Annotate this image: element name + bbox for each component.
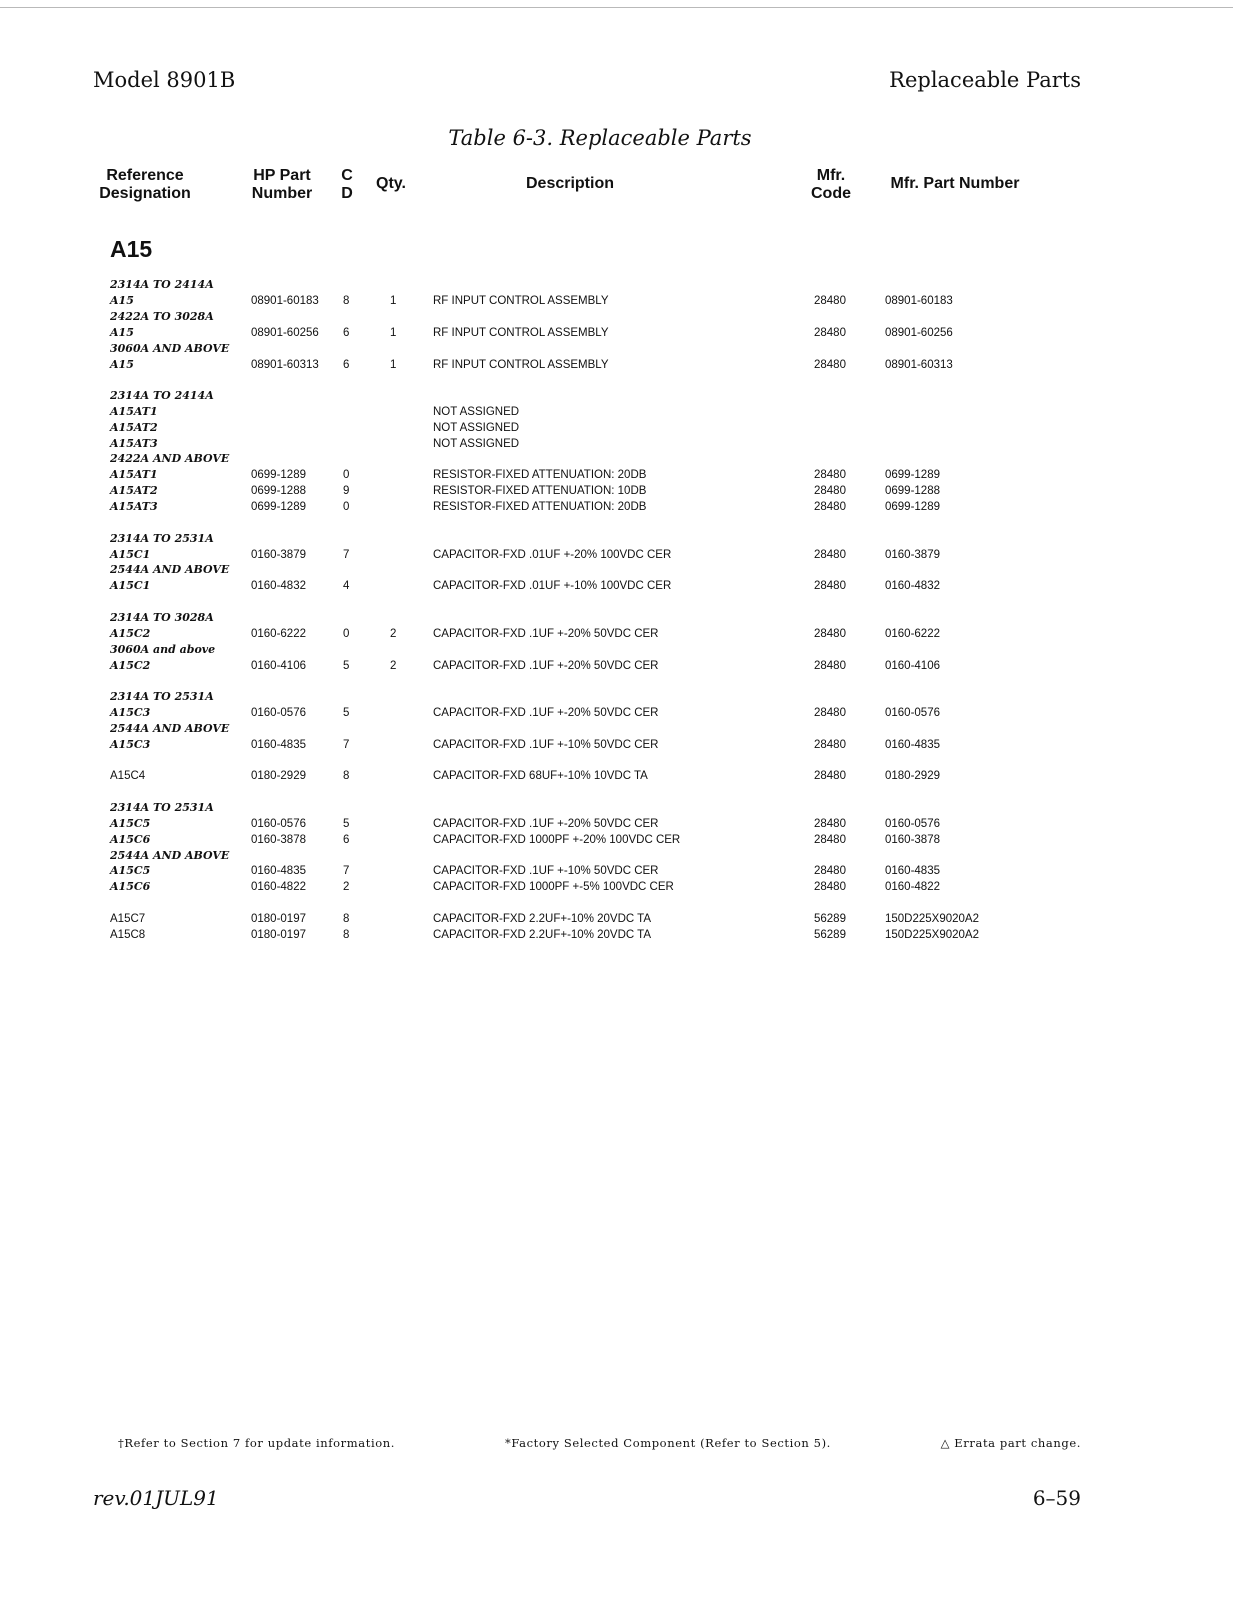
cell-cd: 8: [343, 770, 350, 782]
cell-mfr: 28480: [814, 834, 846, 846]
cell-mfr: 28480: [814, 770, 846, 782]
table-row: [0, 927, 1233, 943]
cell-ref: A15C5: [110, 817, 151, 830]
page-number: 6–59: [1032, 1486, 1081, 1510]
cell-ref: A15: [110, 294, 134, 307]
cell-hp: 0160-3879: [251, 549, 306, 561]
cell-mfr: 28480: [814, 707, 846, 719]
cell-desc: RESISTOR-FIXED ATTENUATION: 20DB: [433, 501, 647, 513]
cell-ref: A15AT2: [110, 421, 158, 434]
col-cd-line1: C: [341, 167, 353, 184]
cell-mfr: 28480: [814, 501, 846, 513]
cell-cd: 7: [343, 549, 350, 561]
cell-hp: 0180-0197: [251, 929, 306, 941]
cell-hp: 08901-60183: [251, 295, 319, 307]
col-reference-designation: [96, 167, 194, 203]
cell-hp: 0699-1289: [251, 501, 306, 513]
table-row: [0, 309, 1233, 325]
cell-ref: 2314A TO 2531A: [110, 532, 214, 545]
cell-desc: CAPACITOR-FXD .1UF +-20% 50VDC CER: [433, 660, 659, 672]
cell-mpn: 0160-4835: [885, 865, 940, 877]
cell-desc: CAPACITOR-FXD .1UF +-20% 50VDC CER: [433, 707, 659, 719]
cell-hp: 0180-0197: [251, 913, 306, 925]
cell-ref: 2544A AND ABOVE: [110, 563, 230, 576]
col-cd-line2: D: [341, 185, 353, 202]
cell-mfr: 28480: [814, 549, 846, 561]
cell-ref: A15: [110, 326, 134, 339]
cell-hp: 08901-60256: [251, 327, 319, 339]
cell-desc: CAPACITOR-FXD 2.2UF+-10% 20VDC TA: [433, 913, 652, 925]
cell-ref: A15C4: [110, 770, 146, 782]
table-title: Table 6-3. Replaceable Parts: [448, 126, 752, 150]
cell-ref: 2422A AND ABOVE: [110, 452, 230, 465]
col-hp-line1: HP Part: [253, 167, 311, 184]
table-row: [0, 832, 1233, 848]
col-ref-line1: Reference: [106, 167, 184, 184]
table-row: [0, 816, 1233, 832]
cell-ref: A15C7: [110, 913, 146, 925]
cell-mpn: 0160-3879: [885, 549, 940, 561]
top-rule: [0, 7, 1233, 8]
cell-hp: 0160-4106: [251, 660, 306, 672]
cell-desc: NOT ASSIGNED: [433, 406, 520, 418]
col-qty: Qty.: [376, 175, 406, 192]
cell-mfr: 28480: [814, 881, 846, 893]
cell-cd: 0: [343, 469, 350, 481]
cell-ref: A15AT1: [110, 405, 158, 418]
cell-mfr: 28480: [814, 295, 846, 307]
cell-cd: 0: [343, 501, 350, 513]
cell-mpn: 150D225X9020A2: [885, 913, 979, 925]
cell-cd: 8: [343, 295, 350, 307]
cell-ref: A15AT3: [110, 500, 158, 513]
assembly-label: A15: [110, 236, 153, 262]
cell-ref: 2314A TO 2531A: [110, 690, 214, 703]
cell-mfr: 28480: [814, 865, 846, 877]
cell-mpn: 0160-4835: [885, 739, 940, 751]
cell-mpn: 0160-4822: [885, 881, 940, 893]
cell-desc: NOT ASSIGNED: [433, 438, 520, 450]
cell-cd: 8: [343, 913, 350, 925]
cell-hp: 0160-0576: [251, 818, 306, 830]
cell-hp: 0160-4835: [251, 865, 306, 877]
footnote-errata: △ Errata part change.: [940, 1436, 1081, 1450]
cell-cd: 5: [343, 707, 350, 719]
cell-desc: RF INPUT CONTROL ASSEMBLY: [433, 295, 609, 307]
table-row: [0, 451, 1233, 467]
cell-cd: 7: [343, 739, 350, 751]
cell-desc: RF INPUT CONTROL ASSEMBLY: [433, 327, 609, 339]
table-row: [0, 658, 1233, 674]
table-row: [0, 879, 1233, 895]
footnote-update: †Refer to Section 7 for update information.: [118, 1436, 396, 1450]
cell-desc: CAPACITOR-FXD .1UF +-10% 50VDC CER: [433, 865, 659, 877]
table-row: [0, 277, 1233, 293]
cell-ref: A15AT1: [110, 468, 158, 481]
table-row: [0, 800, 1233, 816]
cell-desc: CAPACITOR-FXD .1UF +-20% 50VDC CER: [433, 628, 659, 640]
cell-qty: 1: [390, 327, 397, 339]
cell-ref: 2314A TO 2414A: [110, 278, 214, 291]
cell-mfr: 28480: [814, 359, 846, 371]
cell-desc: NOT ASSIGNED: [433, 422, 520, 434]
table-row: [0, 499, 1233, 515]
cell-mpn: 0160-0576: [885, 818, 940, 830]
table-row: [0, 404, 1233, 420]
col-mfr-code: [804, 167, 858, 203]
table-row: [0, 768, 1233, 784]
table-row: [0, 911, 1233, 927]
table-row: [0, 863, 1233, 879]
cell-ref: A15C3: [110, 738, 151, 751]
cell-mpn: 0699-1289: [885, 469, 940, 481]
cell-hp: 0180-2929: [251, 770, 306, 782]
cell-mfr: 56289: [814, 913, 846, 925]
cell-cd: 4: [343, 580, 350, 592]
cell-cd: 6: [343, 359, 350, 371]
cell-hp: 0699-1288: [251, 485, 306, 497]
cell-ref: A15C1: [110, 548, 151, 561]
table-row: [0, 689, 1233, 705]
cell-mfr: 56289: [814, 929, 846, 941]
table-row: [0, 642, 1233, 658]
cell-ref: 2422A TO 3028A: [110, 310, 214, 323]
cell-hp: 0160-4835: [251, 739, 306, 751]
cell-ref: A15C6: [110, 880, 151, 893]
table-row: [0, 531, 1233, 547]
cell-mpn: 08901-60313: [885, 359, 953, 371]
cell-mfr: 28480: [814, 628, 846, 640]
cell-mpn: 150D225X9020A2: [885, 929, 979, 941]
col-mfr-line2: Code: [811, 185, 851, 202]
cell-hp: 08901-60313: [251, 359, 319, 371]
cell-qty: 1: [390, 359, 397, 371]
table-row: [0, 626, 1233, 642]
cell-cd: 5: [343, 818, 350, 830]
cell-ref: A15C6: [110, 833, 151, 846]
cell-ref: A15: [110, 358, 134, 371]
cell-qty: 2: [390, 660, 397, 672]
table-row: [0, 562, 1233, 578]
cell-desc: RF INPUT CONTROL ASSEMBLY: [433, 359, 609, 371]
cell-mfr: 28480: [814, 485, 846, 497]
section-header: Replaceable Parts: [889, 68, 1081, 92]
cell-cd: 8: [343, 929, 350, 941]
cell-ref: 2544A AND ABOVE: [110, 849, 230, 862]
cell-mpn: 0160-0576: [885, 707, 940, 719]
cell-desc: CAPACITOR-FXD 1000PF +-5% 100VDC CER: [433, 881, 674, 893]
table-row: [0, 420, 1233, 436]
cell-cd: 5: [343, 660, 350, 672]
cell-desc: CAPACITOR-FXD 68UF+-10% 10VDC TA: [433, 770, 648, 782]
cell-hp: 0160-4832: [251, 580, 306, 592]
col-ref-line2: Designation: [99, 185, 191, 202]
cell-mfr: 28480: [814, 739, 846, 751]
cell-mpn: 0160-3878: [885, 834, 940, 846]
cell-hp: 0160-3878: [251, 834, 306, 846]
cell-mfr: 28480: [814, 469, 846, 481]
table-row: [0, 737, 1233, 753]
col-mfr-part-number: Mfr. Part Number: [890, 175, 1020, 192]
table-row: [0, 705, 1233, 721]
col-cd: [337, 167, 357, 203]
cell-qty: 1: [390, 295, 397, 307]
table-row: [0, 325, 1233, 341]
cell-ref: 2314A TO 2531A: [110, 801, 214, 814]
col-hp-line2: Number: [251, 185, 313, 202]
cell-ref: 3060A AND ABOVE: [110, 342, 230, 355]
cell-desc: RESISTOR-FIXED ATTENUATION: 20DB: [433, 469, 647, 481]
cell-mpn: 0699-1289: [885, 501, 940, 513]
cell-ref: A15C3: [110, 706, 151, 719]
table-row: [0, 610, 1233, 626]
cell-cd: 6: [343, 327, 350, 339]
cell-ref: A15C1: [110, 579, 151, 592]
cell-mpn: 0160-4832: [885, 580, 940, 592]
cell-cd: 0: [343, 628, 350, 640]
revision-label: rev.01JUL91: [93, 1486, 219, 1510]
cell-desc: CAPACITOR-FXD 2.2UF+-10% 20VDC TA: [433, 929, 652, 941]
cell-desc: CAPACITOR-FXD .1UF +-20% 50VDC CER: [433, 818, 659, 830]
cell-mfr: 28480: [814, 327, 846, 339]
table-row: [0, 483, 1233, 499]
table-row: [0, 357, 1233, 373]
col-hp-part-number: [248, 167, 316, 203]
cell-mpn: 0699-1288: [885, 485, 940, 497]
col-description: Description: [525, 175, 614, 192]
cell-ref: A15C2: [110, 627, 151, 640]
cell-mfr: 28480: [814, 660, 846, 672]
cell-cd: 2: [343, 881, 350, 893]
cell-desc: CAPACITOR-FXD .01UF +-10% 100VDC CER: [433, 580, 672, 592]
cell-hp: 0160-6222: [251, 628, 306, 640]
cell-qty: 2: [390, 628, 397, 640]
cell-mfr: 28480: [814, 580, 846, 592]
cell-ref: 3060A and above: [110, 643, 216, 656]
table-row: [0, 341, 1233, 357]
cell-cd: 6: [343, 834, 350, 846]
cell-ref: 2544A AND ABOVE: [110, 722, 230, 735]
cell-ref: A15AT3: [110, 437, 158, 450]
table-row: [0, 848, 1233, 864]
cell-mpn: 0160-6222: [885, 628, 940, 640]
table-row: [0, 388, 1233, 404]
cell-ref: 2314A TO 3028A: [110, 611, 214, 624]
cell-hp: 0699-1289: [251, 469, 306, 481]
table-row: [0, 578, 1233, 594]
table-row: [0, 293, 1233, 309]
table-row: [0, 547, 1233, 563]
cell-desc: CAPACITOR-FXD .1UF +-10% 50VDC CER: [433, 739, 659, 751]
cell-mpn: 08901-60183: [885, 295, 953, 307]
cell-ref: A15C8: [110, 929, 146, 941]
col-mfr-line1: Mfr.: [816, 167, 846, 184]
cell-ref: A15C2: [110, 659, 151, 672]
cell-mfr: 28480: [814, 818, 846, 830]
table-row: [0, 721, 1233, 737]
cell-desc: RESISTOR-FIXED ATTENUATION: 10DB: [433, 485, 647, 497]
cell-cd: 7: [343, 865, 350, 877]
cell-hp: 0160-4822: [251, 881, 306, 893]
cell-hp: 0160-0576: [251, 707, 306, 719]
table-row: [0, 467, 1233, 483]
cell-desc: CAPACITOR-FXD 1000PF +-20% 100VDC CER: [433, 834, 681, 846]
cell-ref: A15C5: [110, 864, 151, 877]
cell-ref: 2314A TO 2414A: [110, 389, 214, 402]
footnote-factory: *Factory Selected Component (Refer to Section 5).: [505, 1436, 831, 1450]
cell-mpn: 0160-4106: [885, 660, 940, 672]
table-row: [0, 436, 1233, 452]
cell-desc: CAPACITOR-FXD .01UF +-20% 100VDC CER: [433, 549, 672, 561]
cell-cd: 9: [343, 485, 350, 497]
cell-mpn: 0180-2929: [885, 770, 940, 782]
model-header: Model 8901B: [93, 68, 236, 92]
cell-mpn: 08901-60256: [885, 327, 953, 339]
cell-ref: A15AT2: [110, 484, 158, 497]
